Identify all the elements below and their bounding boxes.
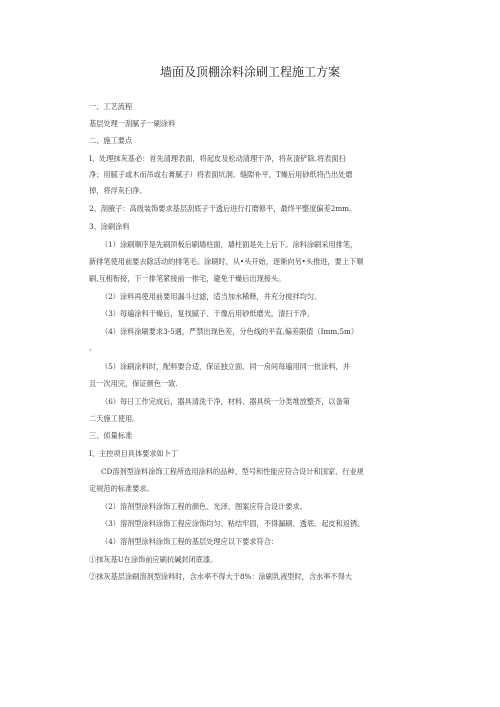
paragraph-line: 净；用腻子或木而吊或右膏腻子）将表面坑洞、缝隙补平，T燥后用砂纸将凸出处磨 [89,170,353,179]
subsection-heading: I、主控项目具体要求如卜丁 [89,449,179,458]
paragraph-line: 。 [89,343,97,352]
paragraph-line: （5）涂刷涂料时，配料要合适，保证独立面、同一房间每遍用同一批涂料，并 [101,362,350,371]
paragraph-line: （6）每日工作完成后，器具清洗干净，材料、器具统一分类堆放整齐，以备第 [101,397,350,406]
paragraph-line: （4）溶剂型涂料涂饰工程的基层处理应以下要求符合： [101,537,279,546]
paragraph-line: （4）涂料涂刷要求3-5遇，严禁出现色差，分色线的平直,偏差限值（Imm,5m） [101,327,359,336]
paragraph-line: I、处理抹灰基必：首先清理表面，将起皮及松动清理干净，将灰渣铲除.将表面扫 [89,154,346,163]
subsection-heading: 3、涂刷涂料 [89,222,130,231]
paragraph-line: （2）涂料再使用前要用漏斗过滤，适当加水稀释，并充分搅拌均匀。 [101,292,322,301]
paragraph-line: （3）每遍涂料干燥后，复找腻子、干像后用砂纸磨光，清扫干净。 [101,309,315,318]
paragraph-line: ①抹灰基U在涂饰前应刷抗碱封闭底漆。 [89,555,218,564]
paragraph-line: （2）溶剂型涂料涂饰工程的颜色、光泽、图案应符合设计要求。 [101,502,307,511]
paragraph-line: 2、刮腋子：高级装饰要求基层刮底子干透后进行打磨修平，最终平整度偏差2mm。 [89,204,357,213]
paragraph-line: （3）溶剂型涂料涂饰工程应涂饰均匀、粘结牢固，不得漏刷、透底、起皮和返锈。 [101,519,365,528]
paragraph-line: 二天施工使用。 [89,414,140,423]
paragraph-line: 新排笔使用前要去除活动的排笔毛。涂刷时，从•头开始，逐渐向另•头推进，要上下顺 [89,257,364,266]
paragraph-line: 刷,互相衔接，下一排笔紧接前一排宅，避免干燥后出现接头。 [89,274,286,283]
paragraph-line: （1）涂刷顺序是先刷顶板后刷墙柱面，墙柱面是先上后下。涂料涂刷采用排笔， [101,240,358,249]
section-heading: 三、侦量标准 [89,431,133,440]
paragraph-line: 且一次用完，保证颜色一致. [89,379,178,388]
paragraph-line: 定规范的标准要求。 [89,484,154,493]
paragraph-line: 掉，将浮灰扫净。 [89,186,147,195]
section-heading: 一、工艺流程 [89,102,133,111]
paragraph-line: 基层处理一刮腻子一刷涂料 [89,119,176,128]
paragraph-line: CD溶剂型涂料涂饰工程所选用涂料的品种、型号和性能应符合设计和国家、行业规 [101,467,364,476]
section-heading: 二、施工要点 [89,136,133,145]
paragraph-line: ②抹灰基层涂刷溶剂型涂料时，含水率不得大于8%：涂刷乳液型时，含水率不得大 [89,572,352,581]
document-title: 墙面及顶棚涂料涂刷工程施工方案 [159,65,340,79]
